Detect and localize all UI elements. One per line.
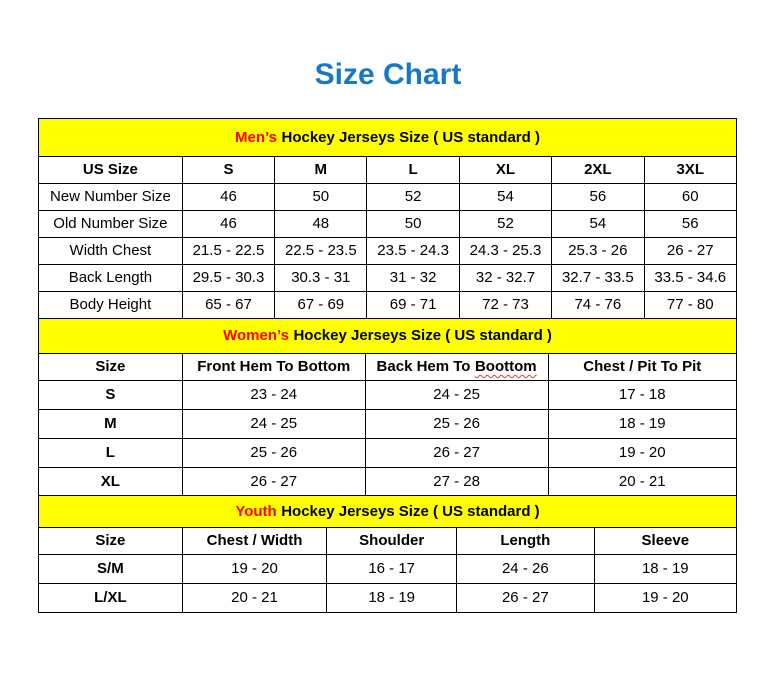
value-cell: 30.3 - 31 bbox=[275, 265, 367, 292]
value-cell: 56 bbox=[552, 184, 644, 211]
youth-band-text: Hockey Jerseys Size ( US standard ) bbox=[281, 502, 540, 520]
table-row bbox=[39, 438, 737, 467]
value-cell: 25 - 26 bbox=[182, 438, 365, 467]
womens-size-table bbox=[38, 318, 737, 497]
value-cell: 22.5 - 23.5 bbox=[275, 238, 367, 265]
value-cell: 69 - 71 bbox=[367, 292, 459, 319]
row-label-cell: New Number Size bbox=[39, 184, 183, 211]
table-row bbox=[39, 292, 737, 319]
table-row bbox=[39, 265, 737, 292]
table-row bbox=[39, 184, 737, 211]
value-cell: 29.5 - 30.3 bbox=[182, 265, 274, 292]
value-cell: 25.3 - 26 bbox=[552, 238, 644, 265]
mens-band-row bbox=[39, 119, 737, 157]
row-label-cell: S/M bbox=[39, 555, 183, 584]
mens-size-table bbox=[38, 118, 737, 319]
mens-band-highlight: Men’s bbox=[235, 128, 277, 146]
header-cell: M bbox=[275, 157, 367, 184]
value-cell: 54 bbox=[459, 184, 551, 211]
value-cell: 60 bbox=[644, 184, 737, 211]
value-cell: 17 - 18 bbox=[548, 380, 736, 409]
row-label-cell: S bbox=[39, 380, 183, 409]
value-cell: 27 - 28 bbox=[365, 467, 548, 496]
value-cell: 54 bbox=[552, 211, 644, 238]
header-cell: Size bbox=[39, 353, 183, 380]
value-cell: 52 bbox=[367, 184, 459, 211]
header-cell: XL bbox=[459, 157, 551, 184]
header-cell: L bbox=[367, 157, 459, 184]
table-row bbox=[39, 211, 737, 238]
value-cell: 24 - 25 bbox=[365, 380, 548, 409]
row-label-cell: XL bbox=[39, 467, 183, 496]
value-cell: 24 - 25 bbox=[182, 409, 365, 438]
youth-band-header bbox=[39, 496, 737, 528]
page-title: Size Chart bbox=[314, 58, 462, 91]
value-cell: 46 bbox=[182, 211, 274, 238]
value-cell: 56 bbox=[644, 211, 737, 238]
value-cell: 23 - 24 bbox=[182, 380, 365, 409]
header-cell: 3XL bbox=[644, 157, 737, 184]
womens-band-highlight: Women’s bbox=[223, 326, 289, 344]
header-cell: Length bbox=[457, 528, 595, 555]
header-cell: Chest / Width bbox=[182, 528, 326, 555]
womens-band-row bbox=[39, 318, 737, 353]
table-row bbox=[39, 409, 737, 438]
value-cell: 72 - 73 bbox=[459, 292, 551, 319]
youth-size-table bbox=[38, 495, 737, 613]
row-label-cell: Old Number Size bbox=[39, 211, 183, 238]
value-cell: 21.5 - 22.5 bbox=[182, 238, 274, 265]
value-cell: 74 - 76 bbox=[552, 292, 644, 319]
table-row bbox=[39, 380, 737, 409]
value-cell: 26 - 27 bbox=[644, 238, 737, 265]
value-cell: 46 bbox=[182, 184, 274, 211]
mens-band-header bbox=[39, 119, 737, 157]
row-label-cell: Back Length bbox=[39, 265, 183, 292]
value-cell: 31 - 32 bbox=[367, 265, 459, 292]
value-cell: 26 - 27 bbox=[182, 467, 365, 496]
misspelled-word: Boottom bbox=[474, 357, 537, 375]
value-cell: 16 - 17 bbox=[327, 555, 457, 584]
value-cell: 48 bbox=[275, 211, 367, 238]
value-cell: 24 - 26 bbox=[457, 555, 595, 584]
youth-band-row bbox=[39, 496, 737, 528]
value-cell: 33.5 - 34.6 bbox=[644, 265, 737, 292]
mens-header-row bbox=[39, 157, 737, 184]
value-cell: 32 - 32.7 bbox=[459, 265, 551, 292]
size-chart bbox=[38, 118, 737, 613]
row-label-cell: Width Chest bbox=[39, 238, 183, 265]
table-row bbox=[39, 238, 737, 265]
value-cell: 23.5 - 24.3 bbox=[367, 238, 459, 265]
womens-header-row bbox=[39, 353, 737, 380]
value-cell: 65 - 67 bbox=[182, 292, 274, 319]
value-cell: 25 - 26 bbox=[365, 409, 548, 438]
header-cell bbox=[365, 353, 548, 380]
value-cell: 52 bbox=[459, 211, 551, 238]
youth-header-row bbox=[39, 528, 737, 555]
womens-band-header bbox=[39, 318, 737, 353]
row-label-cell: L/XL bbox=[39, 584, 183, 613]
header-cell: 2XL bbox=[552, 157, 644, 184]
value-cell: 20 - 21 bbox=[182, 584, 326, 613]
value-cell: 18 - 19 bbox=[548, 409, 736, 438]
value-cell: 18 - 19 bbox=[327, 584, 457, 613]
header-cell: S bbox=[182, 157, 274, 184]
header-cell: Chest / Pit To Pit bbox=[548, 353, 736, 380]
value-cell: 26 - 27 bbox=[457, 584, 595, 613]
value-cell: 24.3 - 25.3 bbox=[459, 238, 551, 265]
value-cell: 26 - 27 bbox=[365, 438, 548, 467]
value-cell: 67 - 69 bbox=[275, 292, 367, 319]
row-label-cell: M bbox=[39, 409, 183, 438]
header-cell: Sleeve bbox=[594, 528, 736, 555]
value-cell: 18 - 19 bbox=[594, 555, 736, 584]
womens-band-text: Hockey Jerseys Size ( US standard ) bbox=[293, 326, 552, 344]
value-cell: 20 - 21 bbox=[548, 467, 736, 496]
value-cell: 19 - 20 bbox=[182, 555, 326, 584]
value-cell: 50 bbox=[275, 184, 367, 211]
row-label-cell: Body Height bbox=[39, 292, 183, 319]
header-cell: Shoulder bbox=[327, 528, 457, 555]
header-text: Back Hem To bbox=[376, 357, 471, 375]
row-label-cell: L bbox=[39, 438, 183, 467]
value-cell: 19 - 20 bbox=[548, 438, 736, 467]
table-row bbox=[39, 467, 737, 496]
header-cell: Front Hem To Bottom bbox=[182, 353, 365, 380]
value-cell: 50 bbox=[367, 211, 459, 238]
value-cell: 32.7 - 33.5 bbox=[552, 265, 644, 292]
table-row bbox=[39, 555, 737, 584]
mens-band-text: Hockey Jerseys Size ( US standard ) bbox=[281, 128, 540, 146]
value-cell: 77 - 80 bbox=[644, 292, 737, 319]
header-cell: Size bbox=[39, 528, 183, 555]
header-cell: US Size bbox=[39, 157, 183, 184]
table-row bbox=[39, 584, 737, 613]
value-cell: 19 - 20 bbox=[594, 584, 736, 613]
youth-band-highlight: Youth bbox=[235, 502, 277, 520]
